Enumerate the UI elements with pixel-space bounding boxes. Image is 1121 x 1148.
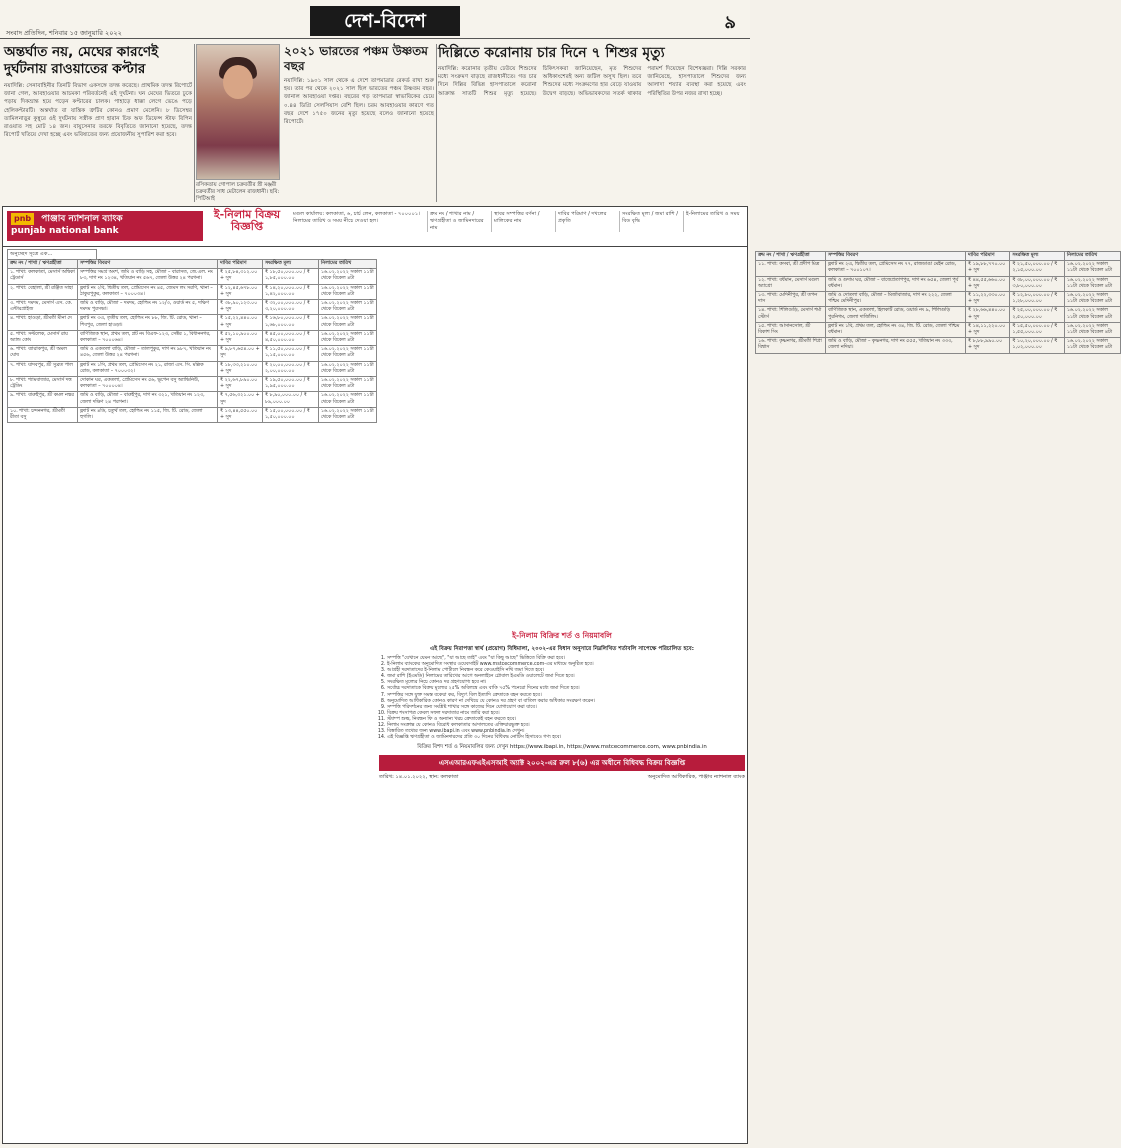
cell-desc: জমি ও গুদাম ঘর, মৌজা – বাজেপ্রতাপপুর, দাগ নং ৬৫৪, জেলা পূর্ব বর্ধমান। xyxy=(826,276,966,291)
table-row xyxy=(8,330,377,345)
signature-row xyxy=(379,774,745,782)
cell-party xyxy=(8,407,78,422)
cell-reserve: ₹ ৮,৯০,০০০.০০ / ₹ ৮৯,০০০.০০ xyxy=(262,392,318,407)
cell-claim: ₹ ১৪,১১,২২০.০০ + সুদ xyxy=(966,322,1010,337)
cell-claim: ₹ ৩৮,৯০,১২৩.০০ + সুদ xyxy=(218,300,263,315)
cell-desc: ফ্ল্যাট নং ২এ, দ্বিতীয় তল, প্রেমিসেস নং ৭৭, রাজডাঙা মেইন রোড, কলকাতা – ৭০০১০৭। xyxy=(826,261,966,276)
cell-reserve: ₹ ১৮,৫০,০০০.০০ / ₹ ১,৮৫,০০০.০০ xyxy=(262,269,318,284)
cell-reserve: ₹ ১১,৫০,০০০.০০ / ₹ ১,১৫,০০০.০০ xyxy=(262,346,318,361)
table-row xyxy=(8,269,377,284)
terms-section xyxy=(379,631,745,1141)
row-number: ৭. xyxy=(10,362,15,368)
cell-date: ১৬.০২.২০২২ সকাল ১১টা থেকে বিকেল ৪টা xyxy=(1064,338,1120,353)
term-item: 9. সম্পত্তি পরিদর্শনের জন্য সংশ্লিষ্ট শাখার সঙ্গে কাজের দিনে যোগাযোগ করা যাবে। xyxy=(387,705,745,711)
row-party: শাখা: সল্টলেক, মেসার্স রায় অ্যান্ড কোং xyxy=(10,331,68,344)
cell-desc: জমি ও দোতলা বাড়ি, মৌজা – মির্জাবাজার, দাগ নং ২২২, জেলা পশ্চিম মেদিনীপুর। xyxy=(826,292,966,307)
cell-claim: ₹ ৫২,১০,৯০০.০০ + সুদ xyxy=(218,330,263,345)
row-number: ১. xyxy=(10,270,15,276)
row-party: শাখা: শ্যামবাজার, মেসার্স দত্ত ট্রেডিং xyxy=(10,378,72,390)
cell-desc: সম্পত্তির সমগ্র অংশ, জমি ও বাড়ি সহ, মৌজা – বারাসত, জে.এল. নং ৮৩, দাগ নং ১২৩৪, খতিয়ান নং ৫৬৭, জেলা উত্তর ২৪ পরগনা। xyxy=(78,269,218,284)
col-header: ক্রম নং / শাখা / ঋণগ্রহীতা xyxy=(756,252,826,261)
office-info: মণ্ডল কার্যালয়: কলকাতা, ৬, চার্চ লেন, কলকাতা - ৭০০০০১। নিলামের তারিখ ও সময় নীচে দেওয়া হল। xyxy=(293,211,421,224)
cell-reserve: ₹ ২১,৫০,০০০.০০ / ₹ ২,১৫,০০০.০০ xyxy=(1010,261,1064,276)
term-item: 13. বিস্তারিত তথ্যের জন্য www.ibapi.in এবং www.pnbindia.in দেখুন। xyxy=(387,729,745,735)
term-item: 3. আগ্রহী দরদাতাদের ই-নিলাম পোর্টালে নিবন্ধন করে কেওয়াইসি নথি জমা দিতে হবে। xyxy=(387,668,745,674)
story-delhi-covid xyxy=(438,44,746,204)
cell-party xyxy=(756,322,826,337)
cell-desc: বাণিজ্যিক স্থান, একতলা, হিলকার্ট রোড, ওয়ার্ড নং ৯, শিলিগুড়ি পুরনিগম, জেলা দার্জিলিং। xyxy=(826,307,966,322)
cell-party xyxy=(8,361,78,376)
row-party: শাখা: মেদিনীপুর, শ্রী তপন দাস xyxy=(758,293,818,305)
row-number: ৮. xyxy=(10,378,15,384)
col-header: সম্পত্তির বিবরণ xyxy=(78,260,218,269)
row-number: ১৩. xyxy=(758,293,766,299)
col-header: সংরক্ষিত মূল্য xyxy=(262,260,318,269)
row-number: ১৫. xyxy=(758,323,766,329)
term-item: 2. ই-নিলাম ব্যাংকের অনুমোদিত সংস্থার ওয়েবসাইট www.mstcecommerce.com-এর মাধ্যমে অনুষ্ঠিত হবে। xyxy=(387,662,745,668)
col-header: নিলামের তারিখ xyxy=(318,260,376,269)
header-col: ক্রম নং / শাখার নাম / ঋণগ্রহীতা ও জামিনদারের নাম xyxy=(427,211,487,232)
cell-desc: জমি ও বাড়ি, মৌজা – কৃষ্ণনগর, দাগ নং ৫৫৫, খতিয়ান নং ৩৩৩, জেলা নদিয়া। xyxy=(826,338,966,353)
masthead xyxy=(0,0,750,40)
cell-date: ১৬.০২.২০২২ সকাল ১১টা থেকে বিকেল ৪টা xyxy=(318,269,376,284)
row-party: শাখা: চন্দননগর, শ্রীমতী রীতা বসু xyxy=(10,408,65,421)
table-row xyxy=(8,407,377,422)
auction-advertisement xyxy=(2,206,1112,1144)
branch-label: অনুচ্ছেদ সূত্রে এক... xyxy=(7,249,97,261)
cell-date: ১৬.০২.২০২২ সকাল ১১টা থেকে বিকেল ৪টা xyxy=(318,330,376,345)
header-col: স্থাবর সম্পত্তির বর্ণনা / মালিকের নাম xyxy=(491,211,551,232)
cell-date: ১৬.০২.২০২২ সকাল ১১টা থেকে বিকেল ৪টা xyxy=(1064,261,1120,276)
term-item: 6. সর্বোচ্চ দরদাতাকে বিক্রয় মূল্যের ২৫% অবিলম্বে এবং বাকি ৭৫% পনেরো দিনের মধ্যে জমা দিতে হবে। xyxy=(387,686,745,692)
column-divider xyxy=(436,44,437,202)
row-number: ১০. xyxy=(10,408,18,414)
table-row xyxy=(8,377,377,392)
cell-date: ১৬.০২.২০২২ সকাল ১১টা থেকে বিকেল ৪টা xyxy=(318,315,376,330)
term-item: 5. সংরক্ষিত মূল্যের নিচে কোনও দর গ্রহণযোগ্য হবে না। xyxy=(387,680,745,686)
column-divider xyxy=(194,44,195,202)
cell-date: ১৬.০২.২০২২ সকাল ১১টা থেকে বিকেল ৪টা xyxy=(1064,322,1120,337)
bank-logo xyxy=(7,211,203,241)
col-header: নিলামের তারিখ xyxy=(1064,252,1120,261)
cell-desc: জমি ও বাড়ি, মৌজা – বারুইপুর, দাগ নং ৩২১, খতিয়ান নং ১২৩, জেলা দক্ষিণ ২৪ পরগনা। xyxy=(78,392,218,407)
sign-date: তারিখ: ১৪.০১.২০২২, স্থান: কলকাতা xyxy=(379,774,459,781)
row-party: শাখা: যাদবপুর, শ্রী সুব্রত পাল xyxy=(16,362,73,368)
row-number: ১৬. xyxy=(758,339,766,345)
row-number: ৪. xyxy=(10,316,15,322)
cell-desc: দোকান ঘর, একতলা, প্রেমিসেস নং ৫৬, ভূপেন বসু অ্যাভিনিউ, কলকাতা – ৭০০০০৪। xyxy=(78,377,218,392)
row-number: ৯. xyxy=(10,393,15,399)
cell-party xyxy=(8,284,78,299)
story-delhi-covid-headline: দিল্লিতে করোনায় চার দিনে ৭ শিশুর মৃত্যু xyxy=(438,45,665,61)
cell-date: ১৬.০২.২০২২ সকাল ১১টা থেকে বিকেল ৪টা xyxy=(318,361,376,376)
cell-reserve: ₹ ১৯,৫০,০০০.০০ / ₹ ১,৯৫,০০০.০০ xyxy=(262,377,318,392)
table-row xyxy=(8,346,377,361)
cell-date: ১৬.০২.২০২২ সকাল ১১টা থেকে বিকেল ৪টা xyxy=(318,284,376,299)
story-warm-year xyxy=(284,44,434,204)
cell-claim: ₹ ৭,৫৬,৩২১.০০ + সুদ xyxy=(218,392,263,407)
news-photo xyxy=(196,44,280,180)
footer-note: বিক্রির বিশদ শর্ত ও নিয়মাবলির জন্য দেখুন https://www.ibapi.in, https://www.mstcecommerce.com, www.pnbindia.in xyxy=(417,744,707,751)
row-party: শাখা: দমদম, মেসার্স এস. কে. এন্টারপ্রাইজ xyxy=(10,301,73,313)
term-item: 14. এই বিজ্ঞপ্তি ঋণগ্রহীতা ও জামিনদারদের প্রতি ৩০ দিনের বিধিবদ্ধ নোটিস হিসাবেও গণ্য হবে। xyxy=(387,735,745,741)
page-number: ৯ xyxy=(724,12,736,33)
cell-party xyxy=(8,346,78,361)
cell-party xyxy=(8,330,78,345)
row-number: ৩. xyxy=(10,301,15,307)
auction-title: ই-নিলাম বিক্রয় বিজ্ঞপ্তি xyxy=(213,208,281,233)
table-row xyxy=(756,292,1121,307)
col-header: সংরক্ষিত মূল্য xyxy=(1010,252,1064,261)
cell-date: ১৬.০২.২০২২ সকাল ১১টা থেকে বিকেল ৪টা xyxy=(318,392,376,407)
cell-desc: বাণিজ্যিক স্থান, প্রথম তল, প্লট নং বিএফ-১২৩, সেক্টর ১, বিধাননগর, কলকাতা – ৭০০০৬৪। xyxy=(78,330,218,345)
cell-date: ১৬.০২.২০২২ সকাল ১১টা থেকে বিকেল ৪টা xyxy=(318,407,376,422)
masthead-rule xyxy=(0,38,750,39)
row-party: শাখা: বেহালা, শ্রী রঞ্জিত সাহা xyxy=(16,285,73,291)
cell-party xyxy=(756,261,826,276)
cell-claim: ₹ ১৩,৪৪,৫৫০.০০ + সুদ xyxy=(218,407,263,422)
cell-date: ১৬.০২.২০২২ সকাল ১১টা থেকে বিকেল ৪টা xyxy=(318,377,376,392)
cell-claim: ₹ ১২,৪৫,৬৭৮.০০ + সুদ xyxy=(218,284,263,299)
cell-party xyxy=(8,300,78,315)
cell-party xyxy=(756,307,826,322)
cell-desc: জমি ও বাড়ি, মৌজা – দমদম, হোল্ডিং নং ১২/৩, ওয়ার্ড নং ৫, দক্ষিণ দমদম পুরসভা। xyxy=(78,300,218,315)
cell-desc: ফ্ল্যাট নং ২বি, দ্বিতীয় তল, প্রেমিসেস নং ৪৫, জেমস লং সরণি, থানা – ঠাকুরপুকুর, কলকাতা – ৭০০০৩৪। xyxy=(78,284,218,299)
cell-party xyxy=(8,377,78,392)
row-party: শাখা: শিলিগুড়ি, মেসার্স শর্মা স্টোর্স xyxy=(758,308,822,320)
cell-reserve: ₹ ৪৫,০০,০০০.০০ / ₹ ৪,৫০,০০০.০০ xyxy=(262,330,318,345)
cell-reserve: ₹ ১৫,০০,০০০.০০ / ₹ ১,৫০,০০০.০০ xyxy=(262,407,318,422)
term-item: 10. বিক্রয় শংসাপত্র কেবল সফল দরদাতার নামে জারি করা হবে। xyxy=(387,711,745,717)
table-row xyxy=(756,307,1121,322)
table-row xyxy=(8,361,377,376)
story-rawat xyxy=(4,44,192,204)
row-party: শাখা: কসবা, শ্রী প্রদীপ মিত্র xyxy=(767,262,820,268)
cell-claim: ₹ ৯,৮৭,৬৫৪.০০ + সুদ xyxy=(218,346,263,361)
row-party: শাখা: বর্ধমান, মেসার্স মণ্ডল অ্যাগ্রো xyxy=(758,277,819,289)
cell-party xyxy=(8,392,78,407)
row-party: শাখা: হাওড়া, শ্রীমতী মীনা দে xyxy=(16,316,72,322)
cell-date: ১৬.০২.২০২২ সকাল ১১টা থেকে বিকেল ৪টা xyxy=(318,346,376,361)
story-warm-year-headline: ২০২১ ভারতের পঞ্চম উষ্ণতম বছর xyxy=(284,44,428,73)
bank-name-en: punjab national bank xyxy=(11,226,119,236)
cell-claim: ₹ ২৮,৬৬,৪৪০.০০ + সুদ xyxy=(966,307,1010,322)
table-row xyxy=(756,276,1121,291)
terms-title: ই-নিলাম বিক্রির শর্ত ও নিয়মাবলি xyxy=(512,631,612,640)
col-header: দাবির পরিমাণ xyxy=(966,252,1010,261)
row-party: শাখা: ব্যারাকপুর, শ্রী অমল ঘোষ xyxy=(10,347,67,359)
table-row xyxy=(8,300,377,315)
auction-table-left xyxy=(7,259,377,423)
col-header: দাবির পরিমাণ xyxy=(218,260,263,269)
cell-reserve: ₹ ১০,২০,০০০.০০ / ₹ ১,০২,০০০.০০ xyxy=(1010,338,1064,353)
table-row xyxy=(756,338,1121,353)
header-col: দাবির পরিমাণ / দখলের প্রকৃতি xyxy=(555,211,615,232)
cell-reserve: ₹ ১৪,২০,০০০.০০ / ₹ ১,৪২,০০০.০০ xyxy=(262,284,318,299)
cell-party xyxy=(8,315,78,330)
pnb-badge: pnb xyxy=(11,213,34,225)
right-table-wrap xyxy=(379,249,1112,629)
cell-claim: ₹ ১৮,৩৩,২১০.০০ + সুদ xyxy=(218,361,263,376)
cell-party xyxy=(756,292,826,307)
term-item: 12. নিলাম সংক্রান্ত যে কোনও বিরোধ কলকাতার আদালতের এক্তিয়ারভুক্ত হবে। xyxy=(387,723,745,729)
row-party: শাখা: বারুইপুর, শ্রী কমল নস্কর xyxy=(16,393,74,399)
row-number: ১৪. xyxy=(758,308,766,314)
ad-header xyxy=(3,207,747,247)
cell-date: ১৬.০২.২০২২ সকাল ১১টা থেকে বিকেল ৪টা xyxy=(1064,307,1120,322)
cell-claim: ₹ ১১,২২,৩৩০.০০ + সুদ xyxy=(966,292,1010,307)
sign-officer: অনুমোদিত আধিকারিক, পাঞ্জাব ন্যাশনাল ব্যাংক xyxy=(647,774,745,781)
table-row xyxy=(8,315,377,330)
term-item: 1. সম্পত্তি "যেখানে যেমন আছে", "যা আছে তাই" এবং "যা কিছু আছে" ভিত্তিতে বিক্রি করা হবে। xyxy=(387,656,745,662)
story-delhi-covid-body: নয়াদিল্লি: করোনার তৃতীয় ঢেউয়ে শিশুদের মধ্যে সংক্রমণ বাড়ছে রাজধানীতে। গত চার দিনে দিল্লির বিভিন্ন হাসপাতালে করোনা আক্রান্ত সাতটি শিশুর মৃত্যু হয়েছে। চিকিৎসকরা জানিয়েছেন, মৃত শিশুদের অধিকাংশেরই অন্য জটিল অসুখ ছিল। তবে শিশুদের মধ্যে সংক্রমণের হার বেড়ে যাওয়ায় উদ্বেগ বাড়ছে। অভিভাবকদের সতর্ক থাকার পরামর্শ দিয়েছেন বিশেষজ্ঞরা। দিল্লি সরকার জানিয়েছে, হাসপাতালে শিশুদের জন্য আলাদা শয্যার ব্যবস্থা করা হয়েছে এবং পরিস্থিতির উপর নজর রাখা হচ্ছে। xyxy=(438,66,746,97)
cell-reserve: ₹ ১৬,৮০,০০০.০০ / ₹ ১,৬৮,০০০.০০ xyxy=(262,315,318,330)
cell-claim: ₹ ১৫,২২,৪৪০.০০ + সুদ xyxy=(218,315,263,330)
story-warm-year-body: নয়াদিল্লি: ১৯০১ সাল থেকে এ দেশে তাপমাত্রার রেকর্ড রাখা শুরু হয়। তার পর থেকে ২০২১ সাল ছিল ভারতের পঞ্চম উষ্ণতম বছর। জানাল আবহাওয়া দপ্তর। বছরের গড় তাপমাত্রা স্বাভাবিকের চেয়ে ০.৪৪ ডিগ্রি সেলসিয়াস বেশি ছিল। চরম আবহাওয়ার কারণে গত বছর দেশে ১৭৫০ জনের মৃত্যু হয়েছে বলেও জানানো হয়েছে রিপোর্টে। xyxy=(284,78,434,126)
row-party: শাখা: আসানসোল, শ্রী বিকাশ সিং xyxy=(758,323,811,336)
terms-subtitle: এই বিক্রয় নিরাপত্তা স্বার্থ (প্রয়োগ) বিধিমালা, ২০০২-এর বিধান অনুসারে নিম্নলিখিত শর্তাবলি সাপেক্ষে পরিচালিত হবে: xyxy=(430,646,694,652)
table-row xyxy=(8,284,377,299)
cell-party xyxy=(756,276,826,291)
footer-band: এসএআরএফএইএসআই অ্যাক্ট ২০০২-এর রুল ৮(৬) এর অধীনে বিধিবদ্ধ বিক্রয় বিজ্ঞপ্তি xyxy=(379,755,745,771)
row-number: ১২. xyxy=(758,277,766,283)
col-header: সম্পত্তির বিবরণ xyxy=(826,252,966,261)
cell-desc: জমি ও একতলা বাড়ি, মৌজা – তালপুকুর, দাগ নং ৯৮৭, খতিয়ান নং ৪৫৬, জেলা উত্তর ২৪ পরগনা। xyxy=(78,346,218,361)
terms-list xyxy=(379,656,745,741)
row-number: ২. xyxy=(10,285,15,291)
row-number: ১১. xyxy=(758,262,766,268)
story-rawat-headline: অন্তর্ঘাত নয়, মেঘের কারণেই দুর্ঘটনায় রাওয়াতের কপ্টার xyxy=(4,44,159,77)
cell-claim: ₹ ৪৪,৫৫,৬৬০.০০ + সুদ xyxy=(966,276,1010,291)
row-party: শাখা: কলকাতা, মেসার্স অম্বিকা ট্রেডার্স xyxy=(10,270,75,282)
term-item: 7. সম্পত্তির সঙ্গে যুক্ত সমস্ত বকেয়া কর, বিদ্যুৎ বিল ইত্যাদি ক্রেতাকে বহন করতে হবে। xyxy=(387,693,745,699)
cell-claim: ₹ ৮,৮৮,৯৯০.০০ + সুদ xyxy=(966,338,1010,353)
term-item: 4. জমা রাশি (ইএমডি) নিলামের তারিখের আগে অনলাইনে গ্লোবাল ইএমডি ওয়ালেটে জমা দিতে হবে। xyxy=(387,674,745,680)
cell-reserve: ₹ ৩৮,০০,০০০.০০ / ₹ ৩,৮০,০০০.০০ xyxy=(1010,276,1064,291)
cell-date: ১৬.০২.২০২২ সকাল ১১টা থেকে বিকেল ৪টা xyxy=(1064,276,1120,291)
cell-desc: ফ্ল্যাট নং ১সি, প্রথম তল, প্রেমিসেস নং ২১, রাজা এস. সি. মল্লিক রোড, কলকাতা – ৭০০০৩২। xyxy=(78,361,218,376)
cell-party xyxy=(8,269,78,284)
cell-reserve: ₹ ৩২,০০,০০০.০০ / ₹ ৩,২০,০০০.০০ xyxy=(262,300,318,315)
bank-name-bn: পাঞ্জাব ন্যাশনাল ব্যাংক xyxy=(41,214,123,224)
header-columns xyxy=(427,211,743,232)
cell-desc: ফ্ল্যাট নং ৩এ, তৃতীয় তল, হোল্ডিং নং ৮৮, জি. টি. রোড, থানা – শিবপুর, জেলা হাওড়া। xyxy=(78,315,218,330)
auction-table-right xyxy=(755,251,1121,354)
story-rawat-body: নয়াদিল্লি: সেনাবাহিনীর তিনটি বিভাগ একসঙ্গে তদন্ত করেছে। প্রাথমিক তদন্ত রিপোর্টে জানা গেল, আবহাওয়ার আচমকা পরিবর্তনেই এই দুর্ঘটনা। ঘন মেঘের ভিতরে ঢুকে পড়ায় দিকভ্রান্ত হয়ে পড়েন কপ্টারের চালক। পাহাড়ে ধাক্কা লেগে ভেঙে পড়ে হেলিকপ্টারটি। অন্তর্ঘাত বা যান্ত্রিক ত্রুটির কোনও প্রমাণ মেলেনি। ৮ ডিসেম্বর তামিলনাড়ুর কুন্নুরে ওই দুর্ঘটনায় সস্ত্রীক প্রাণ হারান চিফ অফ ডিফেন্স স্টাফ বিপিন রাওয়াত সহ মোট ১৪ জন। বায়ুসেনার তরফে বিবৃতিতে জানানো হয়েছে, তদন্ত রিপোর্ট খতিয়ে দেখা হচ্ছে এবং ভবিষ্যতের জন্য প্রয়োজনীয় সুপারিশ করা হবে। xyxy=(4,83,192,139)
header-col: ই-নিলামের তারিখ ও সময় xyxy=(683,211,743,232)
row-number: ৫. xyxy=(10,331,15,337)
cell-reserve: ₹ ২৫,০০,০০০.০০ / ₹ ২,৫০,০০০.০০ xyxy=(1010,307,1064,322)
cell-date: ১৬.০২.২০২২ সকাল ১১টা থেকে বিকেল ৪টা xyxy=(1064,292,1120,307)
term-item: 8. অনুমোদিত আধিকারিক কোনও কারণ না দেখিয়ে যে কোনও দর গ্রহণ বা বাতিল করার অধিকার সংরক্ষণ করেন। xyxy=(387,699,745,705)
row-party: শাখা: কৃষ্ণনগর, শ্রীমতী শিপ্রা বিশ্বাস xyxy=(758,339,822,351)
top-news xyxy=(4,44,746,204)
cell-claim: ₹ ২৫,৮৪,৩১২.০০ + সুদ xyxy=(218,269,263,284)
cell-reserve: ₹ ২০,০০,০০০.০০ / ₹ ২,০০,০০০.০০ xyxy=(262,361,318,376)
cell-claim: ₹ ১৯,৮৮,৭৭০.০০ + সুদ xyxy=(966,261,1010,276)
cell-desc: ফ্ল্যাট নং ১বি, প্রথম তল, হোল্ডিং নং ৩৪, জি. টি. রোড, জেলা পশ্চিম বর্ধমান। xyxy=(826,322,966,337)
cell-party xyxy=(756,338,826,353)
cell-desc: ফ্ল্যাট নং ৪ডি, চতুর্থ তল, হোল্ডিং নং ১১৫, জি. টি. রোড, জেলা হুগলি। xyxy=(78,407,218,422)
photo-caption: রসিকতায় গোপাল চক্রবর্তীর স্ত্রী মঞ্জরী চক্রবর্তীর সাধ মেটালেন রাজধানী। ছবি: পিটিআই xyxy=(196,182,280,202)
section-title: দেশ-বিদেশ xyxy=(310,6,460,36)
cell-reserve: ₹ ১৫,৫০,০০০.০০ / ₹ ১,৫৫,০০০.০০ xyxy=(1010,322,1064,337)
cell-reserve: ₹ ১২,৮০,০০০.০০ / ₹ ১,২৮,০০০.০০ xyxy=(1010,292,1064,307)
table-row xyxy=(756,322,1121,337)
header-col: সংরক্ষিত মূল্য / জমা রাশি / বিড বৃদ্ধি xyxy=(619,211,679,232)
table-row xyxy=(8,392,377,407)
col-header: ক্রম নং / শাখা / ঋণগ্রহীতা xyxy=(8,260,78,269)
table-row xyxy=(756,261,1121,276)
row-number: ৬. xyxy=(10,347,15,353)
cell-date: ১৬.০২.২০২২ সকাল ১১টা থেকে বিকেল ৪টা xyxy=(318,300,376,315)
date-line: সংবাদ প্রতিদিন, শনিবার ১৫ জানুয়ারি ২০২২ xyxy=(6,29,122,37)
term-item: 11. স্ট্যাম্প শুল্ক, নিবন্ধন ফি ও অন্যান্য খরচ ক্রেতাকেই বহন করতে হবে। xyxy=(387,717,745,723)
cell-claim: ₹ ২২,৬৭,৮৯০.০০ + সুদ xyxy=(218,377,263,392)
